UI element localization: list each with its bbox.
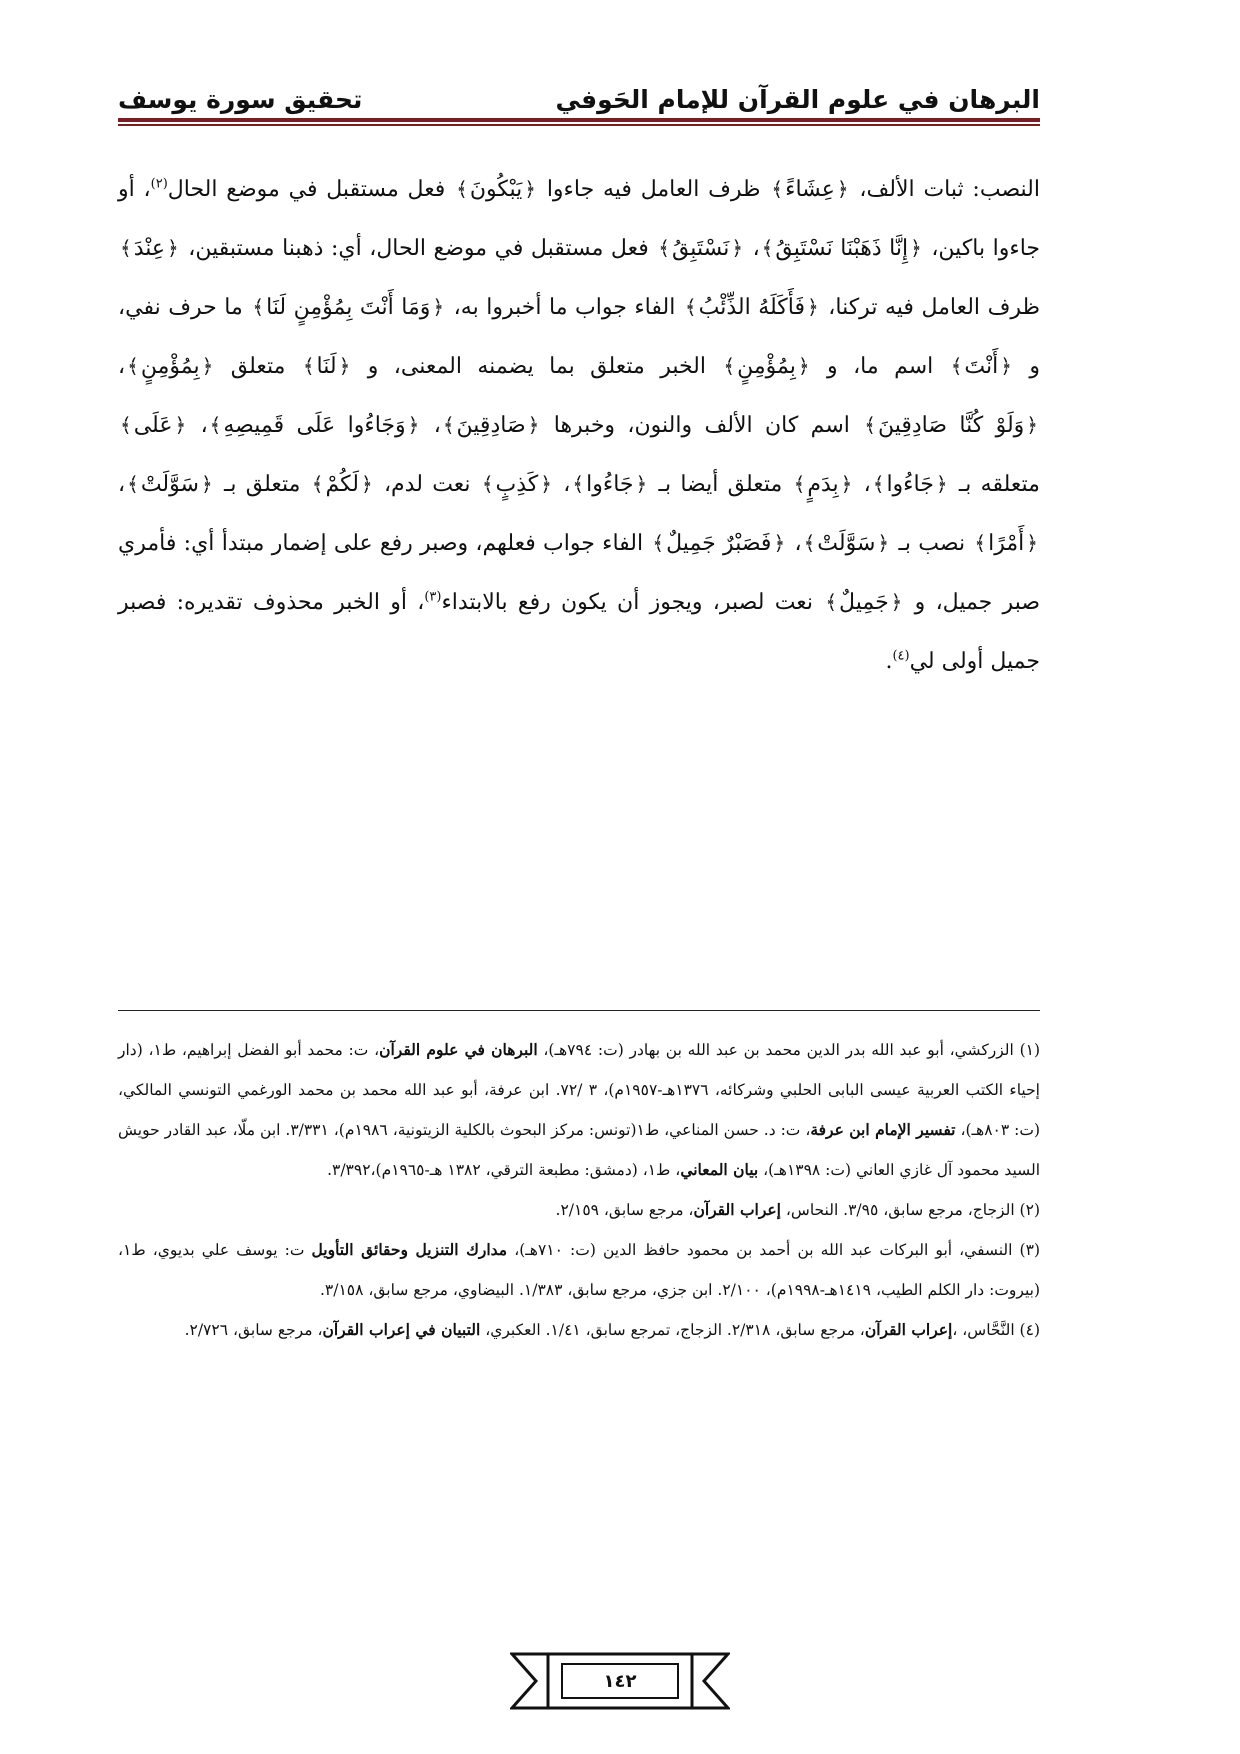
header-rule-thin xyxy=(118,124,1040,126)
text-run: نعت لصبر، ويجوز أن يكون رفع بالابتداء xyxy=(441,590,814,615)
quran-word: ﴿بِمُؤْمِنٍ﴾ xyxy=(723,354,810,379)
quran-word: ﴿فَصَبْرٌ جَمِيلٌ﴾ xyxy=(652,531,786,556)
text-run: متعلق xyxy=(230,354,286,379)
text-run: متعلق أيضا بـ xyxy=(658,472,783,497)
text-run: ، xyxy=(752,236,760,261)
footnote-3: (٣) النسفي، أبو البركات عبد الله بن أحمد بن محمود حافظ الدين (ت: ٧١٠هـ)، مدارك التنزيل وحقائق التأويل ت: يوسف علي بديوي، ط١، (بيروت: دار الكلم الطيب، ١٤١٩هـ-١٩٩٨م)، ٢/١٠٠. ابن جزي، مرجع سابق، ١/٣٨٣. البيضاوي، مرجع سابق، ٣/١٥٨. xyxy=(118,1240,1040,1299)
main-paragraph xyxy=(118,160,1040,691)
quran-word: ﴿لَنَا﴾ xyxy=(302,354,351,379)
running-header xyxy=(118,68,1040,114)
footnotes xyxy=(118,1030,1040,1350)
page-number: ١٤٢ xyxy=(603,1670,637,1692)
quran-word: ﴿وَلَوْ كُنَّا صَادِقِينَ﴾ xyxy=(864,413,1038,438)
text-run: ، xyxy=(200,413,208,438)
quran-word: ﴿جَاءُوا﴾ xyxy=(572,472,648,497)
quran-word: ﴿سَوَّلَتْ﴾ xyxy=(803,531,890,556)
quran-word: ﴿جَمِيلٌ﴾ xyxy=(825,590,903,615)
quran-word: ﴿يَبْكُونَ﴾ xyxy=(456,177,537,202)
text-run: النصب: ثبات الألف، xyxy=(859,177,1040,202)
footnote-separator xyxy=(118,1010,1040,1011)
text-run: فعل مستقبل في موضع الحال، أي: ذهبنا مستبقين، xyxy=(188,236,649,261)
text-run: الخبر متعلق بما يضمنه المعنى، و xyxy=(367,354,706,379)
quran-word: ﴿إِنَّا ذَهَبْنَا نَسْتَبِقُ﴾ xyxy=(761,236,922,261)
quran-word: ﴿كَذِبٍ﴾ xyxy=(481,472,552,497)
quran-word: ﴿صَادِقِينَ﴾ xyxy=(442,413,540,438)
quran-word: ﴿لَكُمْ﴾ xyxy=(311,472,373,497)
quran-word: ﴿وَمَا أَنْتَ بِمُؤْمِنٍ لَنَا﴾ xyxy=(252,295,445,320)
text-run: متعلقه بـ xyxy=(958,472,1040,497)
text-run: ظرف العامل فيه جاءوا xyxy=(546,177,761,202)
quran-word: ﴿أَمْرًا﴾ xyxy=(974,531,1039,556)
quran-word: ﴿فَأَكَلَهُ الذِّئْبُ﴾ xyxy=(684,295,819,320)
text-run: ، xyxy=(118,472,126,497)
text-run: اسم كان الألف والنون، وخبرها xyxy=(553,413,850,438)
quran-word: ﴿عِنْدَ﴾ xyxy=(120,236,179,261)
footnote-4: (٤) النَّحَّاس، ،إعراب القرآن، مرجع سابق، ٢/٣١٨. الزجاج، تمرجع سابق، ١/٤١. العكبري، التبيان في إعراب القرآن، مرجع سابق، ٢/٧٢٦. xyxy=(184,1320,1040,1339)
footnote-2: (٢) الزجاج، مرجع سابق، ٣/٩٥. النحاس، إعراب القرآن، مرجع سابق، ٢/١٥٩. xyxy=(555,1200,1040,1219)
footnote-ref-4: (٤) xyxy=(892,648,910,664)
text-run: اسم ما، و xyxy=(827,354,934,379)
text-run: ما حرف نفي، و xyxy=(118,295,1041,379)
text-run: ، xyxy=(563,472,571,497)
text-run: نعت لدم، xyxy=(383,472,471,497)
quran-word: ﴿جَاءُوا﴾ xyxy=(872,472,948,497)
section-title: تحقيق سورة يوسف xyxy=(118,85,363,114)
text-run: . xyxy=(885,649,893,674)
text-run: متعلق بـ xyxy=(223,472,301,497)
text-run: ، xyxy=(118,354,126,379)
quran-word: ﴿نَسْتَبِقُ﴾ xyxy=(658,236,744,261)
quran-word: ﴿بِدَمٍ﴾ xyxy=(793,472,853,497)
header-rule-thick xyxy=(118,118,1040,122)
main-text xyxy=(118,160,1040,691)
book-title: البرهان في علوم القرآن للإمام الحَوفي xyxy=(555,85,1040,114)
text-run: ، أو الخبر محذوف تقديره: فصبر جميل أولى لي xyxy=(118,590,1040,674)
footnote-ref-2: (٢) xyxy=(150,176,168,192)
quran-word: ﴿وَجَاءُوا عَلَى قَمِيصِهِ﴾ xyxy=(209,413,420,438)
page-number-frame xyxy=(510,1650,730,1712)
quran-word: ﴿بِمُؤْمِنٍ﴾ xyxy=(127,354,214,379)
text-run: ظرف العامل فيه تركنا، xyxy=(828,295,1041,320)
text-run: فعل مستقبل في موضع الحال xyxy=(167,177,446,202)
quran-word: ﴿عَلَى﴾ xyxy=(120,413,187,438)
text-run: الفاء جواب فعلهم، وصبر رفع على إضمار مبتدأ أي: فأمري صبر جميل، و xyxy=(118,531,1041,615)
text-run: ، xyxy=(794,531,802,556)
text-run: ، xyxy=(863,472,871,497)
quran-word: ﴿أَنْتَ﴾ xyxy=(950,354,1012,379)
footnote-1: (١) الزركشي، أبو عبد الله بدر الدين محمد بن عبد الله بن بهادر (ت: ٧٩٤هـ)، البرهان في علوم القرآن، ت: محمد أبو الفضل إبراهيم، ط١، (دار إحياء الكتب العربية عيسى البابى الحلبي وشركائه، ١٣٧٦هـ-١٩٥٧م)، ٣ /٧٢. ابن عرفة، أبو عبد الله محمد بن محمد الورغمي التونسي المالكي، (ت: ٨٠٣هـ)، تفسير الإمام ابن عرفة، ت: د. حسن المناعي، ط١(تونس: مركز البحوث بالكلية الزيتونية، ١٩٨٦م)، ٣/٣٣١. ابن ملّا، عبد القادر حويش السيد محمود آل غازي العاني (ت: ١٣٩٨هـ)، بيان المعاني، ط١، (دمشق: مطبعة الترقي، ١٣٨٢ هـ-١٩٦٥م)،٣/٣٩٢. xyxy=(118,1040,1041,1179)
text-run: نصب بـ xyxy=(898,531,966,556)
text-run: ، أو جاءوا باكين، xyxy=(118,177,1041,261)
footnote-ref-3: (٣) xyxy=(424,589,442,605)
text-run: الفاء جواب ما أخبروا به، xyxy=(453,295,676,320)
text-run: ، xyxy=(433,413,441,438)
quran-word: ﴿سَوَّلَتْ﴾ xyxy=(127,472,213,497)
quran-word: ﴿عِشَاءً﴾ xyxy=(771,177,849,202)
